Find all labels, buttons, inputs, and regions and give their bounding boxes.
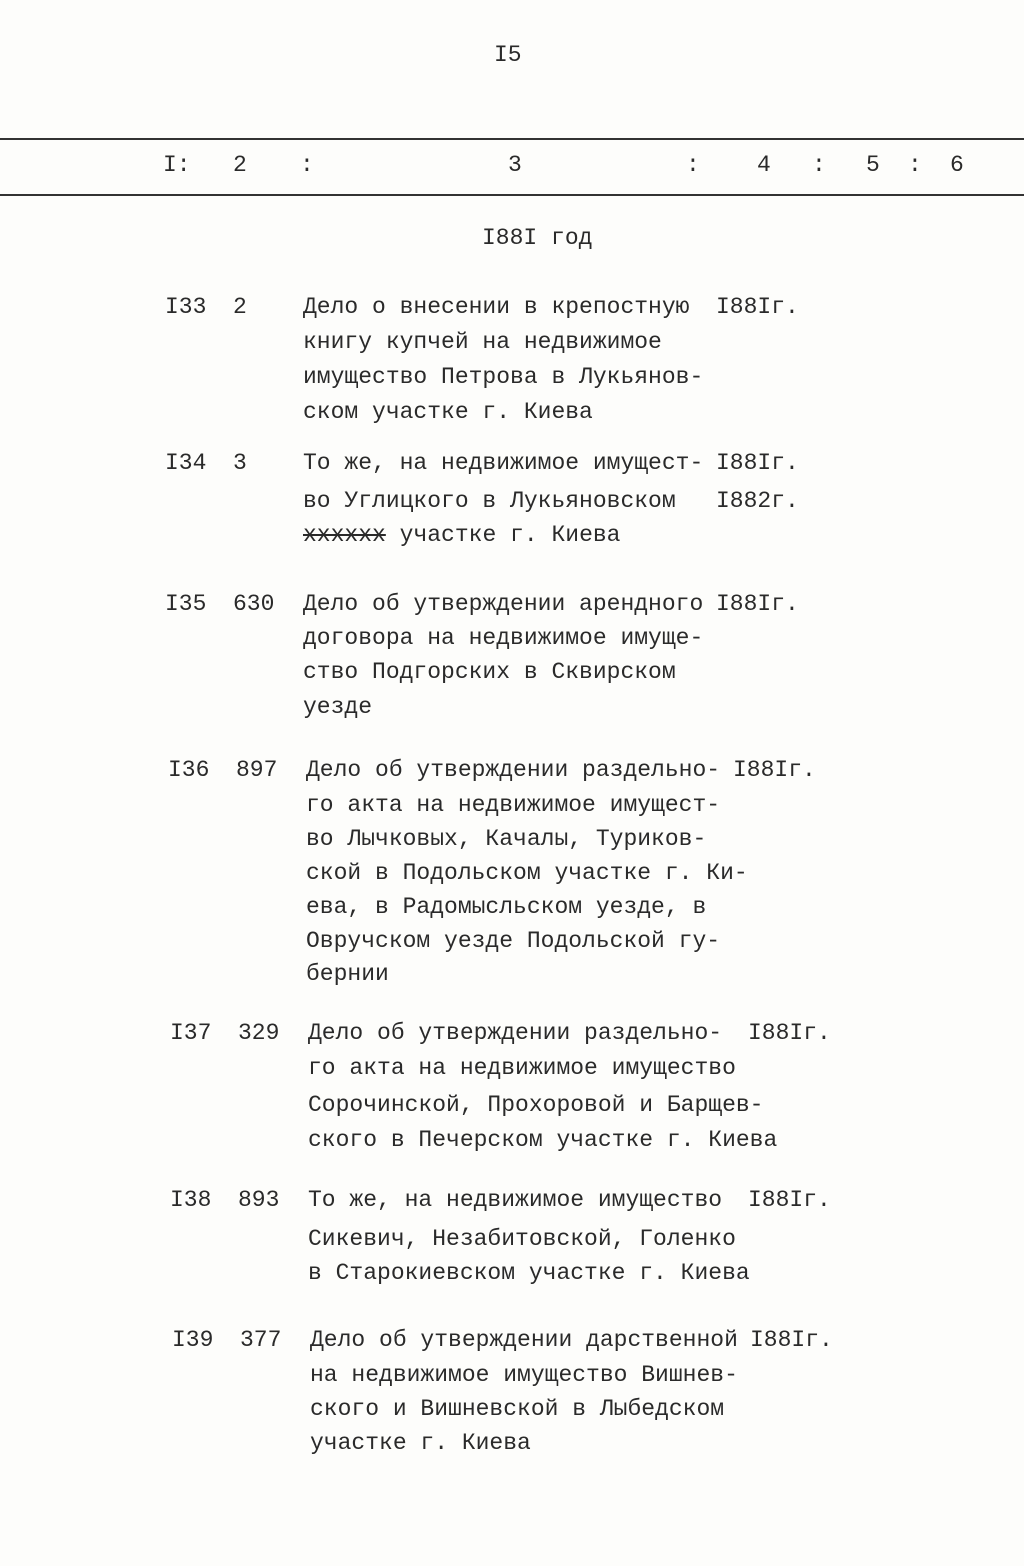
description-line-wrapper [303, 621, 703, 656]
column-header-2: 2 [233, 152, 247, 178]
entry-dates [748, 1016, 831, 1051]
column-header-4: 4 [757, 152, 771, 178]
description-line-wrapper [303, 690, 703, 725]
year-heading: I88I год [482, 225, 593, 251]
column-header-6: 6 [950, 152, 964, 178]
column-header-3: 3 [508, 152, 522, 178]
entry-description [308, 1183, 750, 1288]
case-number: 329 [238, 1020, 280, 1046]
description-line: ского в Печерском участке г. Киева [308, 1127, 778, 1153]
description-line-wrapper [306, 822, 748, 857]
description-line-wrapper [310, 1392, 738, 1427]
entry-date: I88Iг. [716, 450, 799, 476]
case-number: 377 [240, 1327, 282, 1353]
description-line-wrapper [306, 924, 748, 959]
description-line: Овручском уезде Подольской гу- [306, 928, 721, 954]
description-line: ской в Подольском участке г. Ки- [306, 860, 748, 886]
description-line-wrapper [310, 1323, 738, 1358]
entry-date: I88Iг. [716, 591, 799, 617]
description-line-wrapper [308, 1183, 750, 1218]
description-line: То же, на недвижимое имущест- [303, 450, 704, 476]
header-top-rule [0, 138, 1024, 140]
entry-number: I38 [170, 1187, 212, 1213]
description-line-wrapper [308, 1088, 777, 1123]
description-line: Дело об утверждении раздельно- [306, 757, 721, 783]
entry-number: I35 [165, 591, 207, 617]
description-line: договора на недвижимое имуще- [303, 625, 704, 651]
description-line-wrapper [303, 446, 703, 481]
description-line: имущество Петрова в Лукьянов- [303, 364, 704, 390]
description-line: участке г. Киева [310, 1430, 531, 1456]
entry-dates [716, 446, 799, 516]
struck-text: хххххх [303, 522, 386, 548]
case-number: 630 [233, 591, 275, 617]
column-header-5: 5 [866, 152, 880, 178]
description-line: участке г. Киева [399, 522, 621, 548]
description-line: книгу купчей на недвижимое [303, 329, 662, 355]
description-line: го акта на недвижимое имущест- [306, 792, 721, 818]
case-number: 2 [233, 294, 247, 320]
entry-description [310, 1323, 738, 1463]
description-line: во Углицкого в Лукьяновском [303, 488, 676, 514]
description-line-wrapper [306, 957, 748, 992]
description-line: бернии [306, 961, 389, 987]
case-number: 893 [238, 1187, 280, 1213]
description-line: Дело об утверждении арендного [303, 591, 704, 617]
entry-date: I88Iг. [733, 757, 816, 783]
entry-number: I34 [165, 450, 207, 476]
description-line-wrapper [306, 856, 748, 891]
description-line-wrapper [310, 1426, 738, 1461]
column-separator: : [812, 152, 826, 178]
description-line: ском участке г. Киева [303, 399, 593, 425]
description-line: ство Подгорских в Сквирском [303, 659, 676, 685]
entry-number: I39 [172, 1327, 214, 1353]
entry-date: I88Iг. [748, 1020, 831, 1046]
description-line: Сорочинской, Прохоровой и Барщев- [308, 1092, 764, 1118]
entry-number: I33 [165, 294, 207, 320]
entry-dates [733, 753, 816, 788]
description-line: ева, в Радомысльском уезде, в [306, 894, 707, 920]
description-line-wrapper [303, 587, 703, 622]
description-line-wrapper [303, 360, 703, 395]
entry-description [303, 587, 703, 727]
entry-description [308, 1016, 777, 1156]
description-line-wrapper [306, 890, 748, 925]
column-separator: : [300, 152, 314, 178]
description-line: Сикевич, Незабитовской, Голенко [308, 1226, 736, 1252]
header-bottom-rule [0, 194, 1024, 196]
description-line: в Старокиевском участке г. Киева [308, 1260, 750, 1286]
entry-description [303, 446, 703, 551]
description-line: го акта на недвижимое имущество [308, 1055, 736, 1081]
description-line: на недвижимое имущество Вишнев- [310, 1362, 738, 1388]
description-line-wrapper [310, 1358, 738, 1393]
description-line: Дело об утверждении раздельно- [308, 1020, 723, 1046]
column-separator: : [686, 152, 700, 178]
description-line: То же, на недвижимое имущество [308, 1187, 723, 1213]
entry-date: I88Iг. [716, 294, 799, 320]
entry-description [303, 290, 703, 430]
description-line-wrapper [306, 788, 748, 823]
entry-number: I37 [170, 1020, 212, 1046]
entry-description [306, 753, 748, 998]
entry-dates [716, 290, 799, 325]
case-number: 3 [233, 450, 247, 476]
column-separator: : [908, 152, 922, 178]
entry-dates [748, 1183, 831, 1218]
case-number: 897 [236, 757, 278, 783]
description-line-wrapper [303, 655, 703, 690]
page-number: I5 [494, 42, 522, 68]
description-line-wrapper [303, 484, 703, 519]
description-line: уезде [303, 694, 373, 720]
description-line-wrapper [306, 753, 748, 788]
description-line-wrapper [303, 290, 703, 325]
description-line-wrapper [308, 1051, 777, 1086]
description-line-wrapper [308, 1016, 777, 1051]
description-line-wrapper [308, 1256, 750, 1291]
column-header-1: I: [163, 152, 191, 178]
entry-date: I882г. [716, 488, 799, 514]
entry-date: I88Iг. [748, 1187, 831, 1213]
entry-number: I36 [168, 757, 210, 783]
description-line: ского и Вишневской в Лыбедском [310, 1396, 725, 1422]
entry-dates [750, 1323, 833, 1358]
entry-dates [716, 587, 799, 622]
description-line-wrapper [308, 1222, 750, 1257]
description-line: Дело о внесении в крепостную [303, 294, 690, 320]
description-line-wrapper [303, 518, 703, 553]
entry-date: I88Iг. [750, 1327, 833, 1353]
description-line-wrapper [303, 395, 703, 430]
description-line: Дело об утверждении дарственной [310, 1327, 738, 1353]
description-line: во Лычковых, Качалы, Туриков- [306, 826, 707, 852]
description-line-wrapper [308, 1123, 777, 1158]
description-line-wrapper [303, 325, 703, 360]
